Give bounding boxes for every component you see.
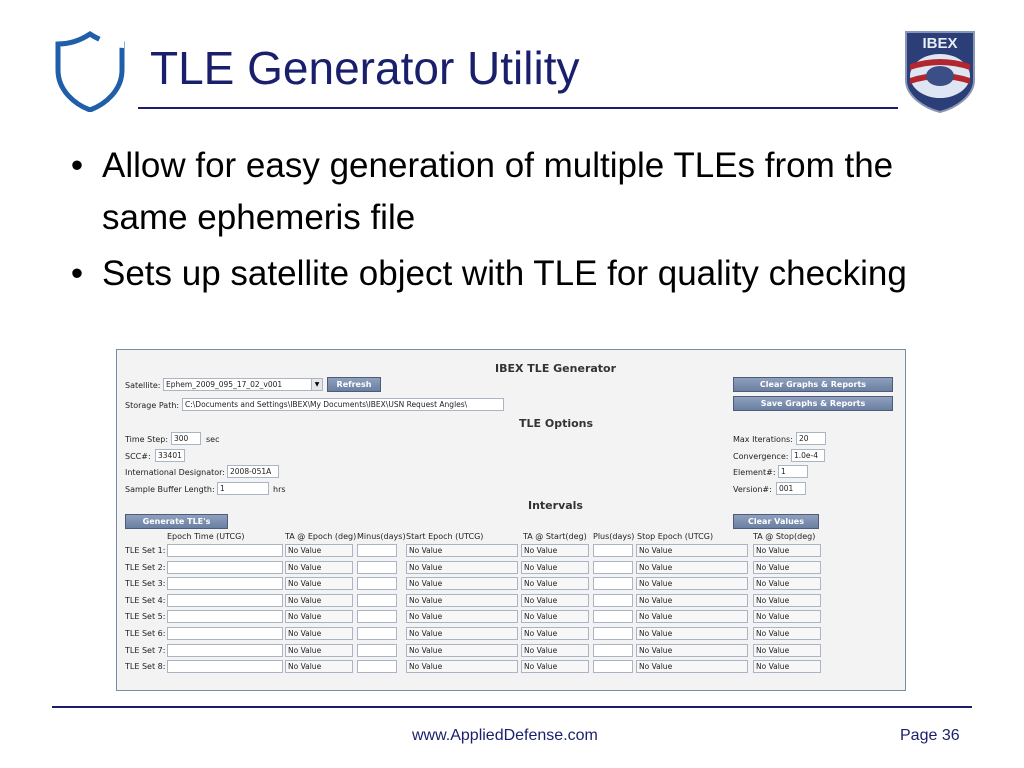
ta-epoch-field[interactable]: No Value [285, 627, 353, 640]
page-number: Page 36 [900, 727, 960, 744]
clear-values-button[interactable]: Clear Values [733, 514, 819, 529]
ta-epoch-field[interactable]: No Value [285, 544, 353, 557]
epoch-time-input[interactable] [167, 544, 283, 557]
ta-start-field[interactable]: No Value [521, 660, 589, 673]
epoch-time-input[interactable] [167, 627, 283, 640]
start-epoch-field[interactable]: No Value [406, 561, 518, 574]
col-header-plus-days: Plus(days) [593, 532, 635, 541]
tle-generator-window [116, 349, 906, 691]
shield-logo-icon [52, 30, 128, 112]
plus-days-input[interactable] [593, 577, 633, 590]
buffer-length-input[interactable]: 1 [217, 482, 269, 495]
ta-start-field[interactable]: No Value [521, 544, 589, 557]
stop-epoch-field[interactable]: No Value [636, 610, 748, 623]
stop-epoch-field[interactable]: No Value [636, 544, 748, 557]
start-epoch-field[interactable]: No Value [406, 577, 518, 590]
ta-epoch-field[interactable]: No Value [285, 594, 353, 607]
bullet-text: Allow for easy generation of multiple TLEs from the same ephemeris file [102, 146, 894, 237]
col-header-minus-days: Minus(days) [357, 532, 406, 541]
time-step-label: Time Step: [125, 435, 169, 444]
ta-start-field[interactable]: No Value [521, 627, 589, 640]
chevron-down-icon[interactable]: ▼ [311, 379, 322, 390]
start-epoch-field[interactable]: No Value [406, 610, 518, 623]
tle-set-label: TLE Set 5: [125, 612, 166, 621]
stop-epoch-field[interactable]: No Value [636, 577, 748, 590]
epoch-time-input[interactable] [167, 577, 283, 590]
ta-start-field[interactable]: No Value [521, 561, 589, 574]
buffer-length-unit: hrs [273, 485, 286, 494]
ta-start-field[interactable]: No Value [521, 610, 589, 623]
intl-designator-input[interactable]: 2008-051A [227, 465, 279, 478]
convergence-label: Convergence: [733, 452, 789, 461]
satellite-select-value: Ephem_2009_095_17_02_v001 [166, 380, 283, 389]
ta-epoch-field[interactable]: No Value [285, 577, 353, 590]
app-title: IBEX TLE Generator [495, 362, 617, 375]
minus-days-input[interactable] [357, 627, 397, 640]
ta-stop-field[interactable]: No Value [753, 594, 821, 607]
storage-path-input[interactable]: C:\Documents and Settings\IBEX\My Documents\IBEX\USN Request Angles\ [182, 398, 504, 411]
col-header-ta-stop: TA @ Stop(deg) [753, 532, 816, 541]
ta-start-field[interactable]: No Value [521, 577, 589, 590]
element-number-label: Element#: [733, 468, 776, 477]
col-header-ta-start: TA @ Start(deg) [523, 532, 587, 541]
ta-epoch-field[interactable]: No Value [285, 561, 353, 574]
intervals-title: Intervals [528, 499, 583, 512]
satellite-select[interactable] [163, 378, 323, 391]
stop-epoch-field[interactable]: No Value [636, 644, 748, 657]
footer-url[interactable]: www.AppliedDefense.com [412, 727, 598, 744]
minus-days-input[interactable] [357, 594, 397, 607]
tle-options-title: TLE Options [519, 417, 594, 430]
tle-set-label: TLE Set 3: [125, 579, 166, 588]
max-iterations-input[interactable]: 20 [796, 432, 826, 445]
plus-days-input[interactable] [593, 644, 633, 657]
ta-stop-field[interactable]: No Value [753, 644, 821, 657]
storage-path-label: Storage Path: [125, 401, 180, 410]
clear-graphs-button[interactable]: Clear Graphs & Reports [733, 377, 893, 392]
stop-epoch-field[interactable]: No Value [636, 594, 748, 607]
start-epoch-field[interactable]: No Value [406, 594, 518, 607]
scc-input[interactable]: 33401 [155, 449, 185, 462]
tle-set-label: TLE Set 1: [125, 546, 166, 555]
bullet-item [62, 140, 952, 244]
minus-days-input[interactable] [357, 577, 397, 590]
col-header-epoch-time: Epoch Time (UTCG) [167, 532, 245, 541]
element-number-input[interactable]: 1 [778, 465, 808, 478]
ta-epoch-field[interactable]: No Value [285, 660, 353, 673]
tle-set-label: TLE Set 7: [125, 646, 166, 655]
epoch-time-input[interactable] [167, 610, 283, 623]
start-epoch-field[interactable]: No Value [406, 660, 518, 673]
ta-stop-field[interactable]: No Value [753, 610, 821, 623]
bullet-text: Sets up satellite object with TLE for quality checking [102, 254, 907, 293]
minus-days-input[interactable] [357, 660, 397, 673]
bullet-marker: • [70, 254, 84, 293]
plus-days-input[interactable] [593, 610, 633, 623]
version-number-label: Version#: [733, 485, 772, 494]
start-epoch-field[interactable]: No Value [406, 627, 518, 640]
convergence-input[interactable]: 1.0e-4 [791, 449, 825, 462]
ta-stop-field[interactable]: No Value [753, 660, 821, 673]
col-header-stop-epoch: Stop Epoch (UTCG) [637, 532, 714, 541]
ta-stop-field[interactable]: No Value [753, 577, 821, 590]
time-step-input[interactable]: 300 [171, 432, 201, 445]
bullet-list [62, 140, 952, 304]
stop-epoch-field[interactable]: No Value [636, 660, 748, 673]
time-step-unit: sec [206, 435, 220, 444]
ta-stop-field[interactable]: No Value [753, 544, 821, 557]
minus-days-input[interactable] [357, 544, 397, 557]
buffer-length-label: Sample Buffer Length: [125, 485, 215, 494]
svg-text:IBEX: IBEX [922, 35, 958, 52]
scc-label: SCC#: [125, 452, 151, 461]
tle-set-label: TLE Set 8: [125, 662, 166, 671]
plus-days-input[interactable] [593, 594, 633, 607]
epoch-time-input[interactable] [167, 644, 283, 657]
ta-epoch-field[interactable]: No Value [285, 644, 353, 657]
plus-days-input[interactable] [593, 660, 633, 673]
ta-start-field[interactable]: No Value [521, 594, 589, 607]
satellite-label: Satellite: [125, 381, 161, 390]
ibex-mission-logo [900, 24, 980, 114]
save-graphs-button[interactable]: Save Graphs & Reports [733, 396, 893, 411]
stop-epoch-field[interactable]: No Value [636, 627, 748, 640]
plus-days-input[interactable] [593, 561, 633, 574]
generate-tles-button[interactable]: Generate TLE's [125, 514, 228, 529]
epoch-time-input[interactable] [167, 660, 283, 673]
ta-epoch-field[interactable]: No Value [285, 610, 353, 623]
refresh-button[interactable]: Refresh [327, 377, 381, 392]
tle-set-label: TLE Set 6: [125, 629, 166, 638]
col-header-ta-epoch: TA @ Epoch (deg) [285, 532, 357, 541]
slide-title: TLE Generator Utility [150, 42, 580, 94]
col-header-start-epoch: Start Epoch (UTCG) [406, 532, 484, 541]
start-epoch-field[interactable]: No Value [406, 544, 518, 557]
minus-days-input[interactable] [357, 561, 397, 574]
tle-set-label: TLE Set 4: [125, 596, 166, 605]
start-epoch-field[interactable]: No Value [406, 644, 518, 657]
minus-days-input[interactable] [357, 610, 397, 623]
title-divider [138, 107, 898, 109]
version-number-input[interactable]: 001 [776, 482, 806, 495]
footer-divider [52, 706, 972, 708]
max-iterations-label: Max Iterations: [733, 435, 793, 444]
plus-days-input[interactable] [593, 544, 633, 557]
epoch-time-input[interactable] [167, 594, 283, 607]
epoch-time-input[interactable] [167, 561, 283, 574]
tle-set-label: TLE Set 2: [125, 563, 166, 572]
plus-days-input[interactable] [593, 627, 633, 640]
minus-days-input[interactable] [357, 644, 397, 657]
ta-stop-field[interactable]: No Value [753, 627, 821, 640]
ta-start-field[interactable]: No Value [521, 644, 589, 657]
intl-designator-label: International Designator: [125, 468, 225, 477]
bullet-marker: • [70, 146, 84, 185]
ta-stop-field[interactable]: No Value [753, 561, 821, 574]
bullet-item [62, 248, 952, 300]
stop-epoch-field[interactable]: No Value [636, 561, 748, 574]
